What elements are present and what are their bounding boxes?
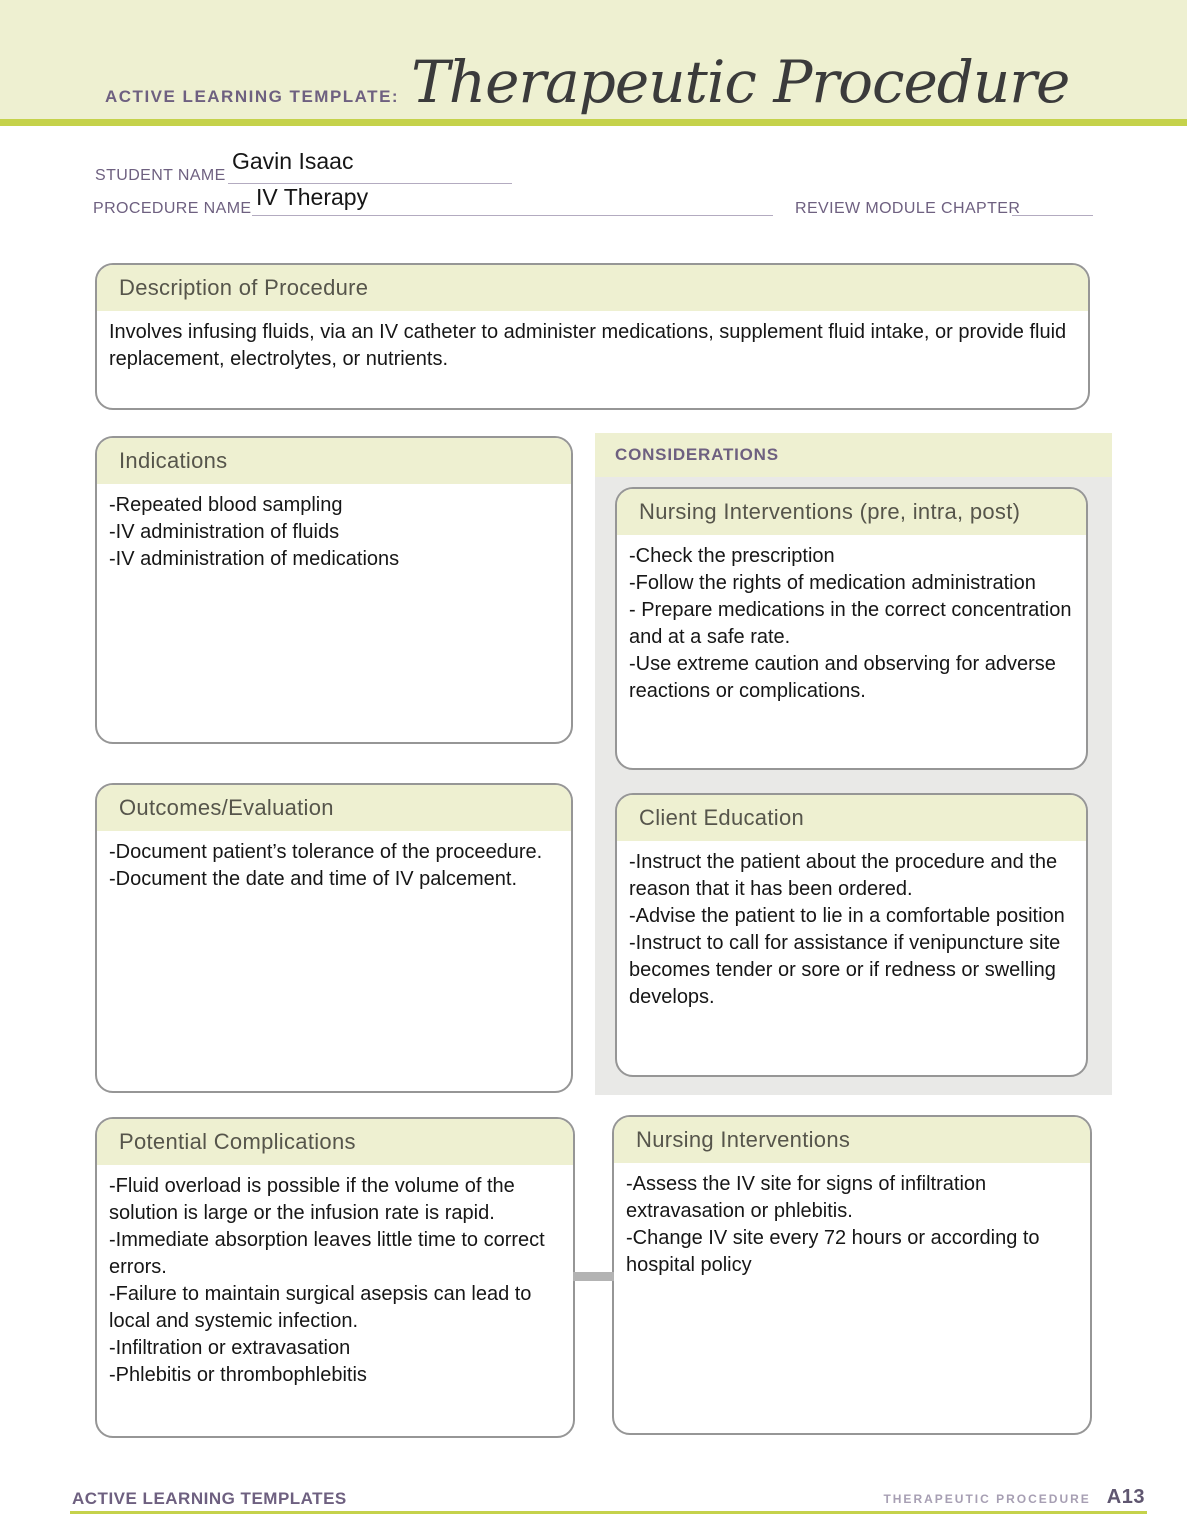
nursing-interventions-box — [612, 1115, 1092, 1435]
nursing-interventions-title: Nursing Interventions — [636, 1127, 851, 1152]
description-of-procedure-header — [97, 265, 1088, 311]
header-accent-line — [0, 119, 1187, 126]
potential-complications-title: Potential Complications — [119, 1129, 356, 1154]
footer-page-number: A13 — [1106, 1486, 1145, 1508]
client-education-box — [615, 793, 1088, 1077]
procedure-name-field[interactable]: IV Therapy — [256, 184, 369, 210]
description-of-procedure-title: Description of Procedure — [119, 275, 369, 300]
procedure-name-label: PROCEDURE NAME — [93, 200, 252, 217]
indications-title: Indications — [119, 448, 228, 473]
nursing-interventions-pre-text[interactable]: -Check the prescription -Follow the rights of medication administration - Prepare medications in the correct concentration and at a safe rate. -Use extreme caution and observing for adverse reactions or complications. — [629, 545, 1072, 702]
footer-brand: ACTIVE LEARNING TEMPLATES — [72, 1489, 347, 1508]
outcomes-evaluation-box — [95, 783, 573, 1093]
page-title: Therapeutic Procedure — [411, 48, 1070, 116]
outcomes-evaluation-text[interactable]: -Document patient’s tolerance of the proceedure. -Document the date and time of IV palcement. — [109, 841, 543, 890]
indications-header — [97, 438, 571, 484]
indications-box — [95, 436, 573, 744]
nursing-interventions-pre-box — [615, 487, 1088, 770]
outcomes-evaluation-header — [97, 785, 571, 831]
client-education-title: Client Education — [639, 805, 805, 830]
description-of-procedure-box — [95, 263, 1090, 410]
procedure-name-underline[interactable] — [252, 215, 773, 216]
potential-complications-box — [95, 1117, 575, 1438]
indications-text[interactable]: -Repeated blood sampling -IV administration of fluids -IV administration of medications — [109, 494, 400, 570]
footer-accent-line — [70, 1511, 1147, 1514]
footer-section-label: THERAPEUTIC PROCEDURE — [883, 1492, 1091, 1506]
outcomes-evaluation-title: Outcomes/Evaluation — [119, 795, 334, 820]
considerations-label: CONSIDERATIONS — [615, 445, 779, 464]
client-education-header — [617, 795, 1086, 841]
box-connector-bar — [573, 1272, 614, 1281]
potential-complications-text[interactable]: -Fluid overload is possible if the volume of the solution is large or the infusion rate is rapid. -Immediate absorption leaves little time to correct errors. -Failure to maintain surgical asepsis can lead to local and systemic infection. -Infiltration or extravasation -Phlebitis or thrombophlebitis — [109, 1175, 545, 1386]
student-name-label: STUDENT NAME — [95, 167, 226, 184]
template-label: ACTIVE LEARNING TEMPLATE: — [105, 87, 400, 106]
review-module-chapter-label: REVIEW MODULE CHAPTER — [795, 200, 1021, 217]
header-title-group — [105, 48, 1070, 116]
client-education-text[interactable]: -Instruct the patient about the procedure and the reason that it has been ordered. -Advise the patient to lie in a comfortable position -Instruct to call for assistance if venipuncture site becomes tender or sore or if redness or swelling develops. — [629, 851, 1065, 1008]
nursing-interventions-pre-header — [617, 489, 1086, 535]
footer-right-group — [883, 1486, 1145, 1509]
potential-complications-header — [97, 1119, 573, 1165]
considerations-header — [595, 433, 1112, 477]
nursing-interventions-pre-title: Nursing Interventions (pre, intra, post) — [639, 499, 1021, 524]
student-name-field[interactable]: Gavin Isaac — [232, 148, 354, 174]
considerations-panel — [595, 433, 1112, 1095]
header-band — [0, 0, 1187, 119]
nursing-interventions-header — [614, 1117, 1090, 1163]
description-of-procedure-text[interactable]: Involves infusing fluids, via an IV catheter to administer medications, supplement fluid intake, or provide fluid replacement, electrolytes, or nutrients. — [109, 321, 1067, 370]
review-module-chapter-underline[interactable] — [1012, 215, 1093, 216]
nursing-interventions-text[interactable]: -Assess the IV site for signs of infiltration extravasation or phlebitis. -Change IV site every 72 hours or according to hospital policy — [626, 1173, 1040, 1276]
